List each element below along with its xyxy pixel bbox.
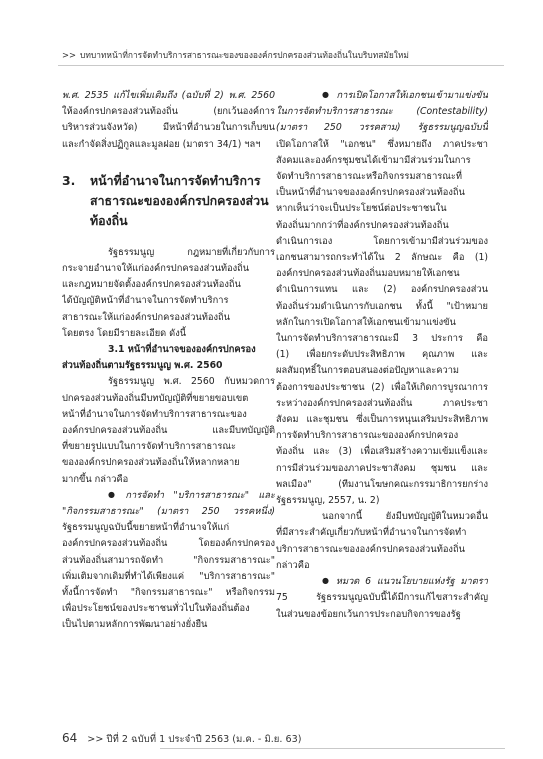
- text-line: ดำเนินการแทน และ (2) องค์กรปกครองส่วน: [276, 284, 488, 296]
- section-heading: [62, 171, 275, 231]
- text-line: เป็นไปตามหลักการพัฒนาอย่างยั่งยืน: [62, 619, 208, 631]
- bullet-line: ● การเปิดโอกาสให้เอกชนเข้ามาแข่งขัน: [276, 88, 488, 104]
- header-arrows: >>: [62, 50, 77, 60]
- text-line: หากเห็นว่าจะเป็นประโยชน์ต่อประชาชนใน: [276, 203, 447, 215]
- subhead-line: 3.1 หน้าที่อำนาจขององค์กรปกครอง: [108, 344, 256, 356]
- text-line: ได้บัญญัติหน้าที่อำนาจในการจัดทำบริการ: [62, 295, 229, 307]
- text-line: เปิดโอกาสให้ "เอกชน" ซึ่งหมายถึง ภาคประชา: [276, 138, 488, 150]
- text-line: พ.ศ. 2535 แก้ไขเพิ่มเติมถึง (ฉบับที่ 2) พ.ศ. 2560: [62, 90, 275, 101]
- text-line: เพิ่มเติมจากเดิมที่ทำได้เพียงแค่ "บริการสาธารณะ": [62, 570, 275, 582]
- text-line: เอกชนสามารถกระทำได้ใน 2 ลักษณะ คือ (1): [276, 252, 488, 264]
- text-line: บริการสาธารณะขององค์กรปกครองส่วนท้องถิ่น: [276, 543, 465, 555]
- bullet-line: ● การจัดทำ "บริการสาธารณะ" และ: [62, 488, 275, 504]
- text-line: 75 รัฐธรรมนูญฉบับนี้ได้มีการแก้ไขสาระสำคัญ: [276, 592, 488, 604]
- footer-issue: ปีที่ 2 ฉบับที่ 1 ประจำปี 2563 (ม.ค. - มิ.ย. 63): [106, 734, 302, 745]
- bullet-line: ● หมวด 6 แนวนโยบายแห่งรัฐ มาตรา: [276, 574, 488, 590]
- text-line: ท้องถิ่น และ (3) เพื่อเสริมสร้างความเข้มแข็งและ: [276, 446, 488, 458]
- text-line: พลเมือง" (ทีมงานโฆษกคณะกรรมาธิการยกร่าง: [276, 478, 488, 490]
- text-line: จัดทำบริการสาธารณะหรือกิจกรรมสาธารณะที่: [276, 171, 463, 183]
- text-line: ที่ขยายรูปแบบในการจัดทำบริการสาธารณะ: [62, 441, 236, 453]
- footer-arrows: >>: [87, 734, 104, 745]
- heading-line: สาธารณะขององค์กรปกครองส่วน: [90, 192, 269, 208]
- text-line: ผลสัมฤทธิ์ในการตอบสนองต่อปัญหาและความ: [276, 365, 460, 377]
- subsection-heading: [62, 342, 275, 374]
- header-rule: [58, 65, 504, 66]
- text-line: รัฐธรรมนูญ กฎหมายที่เกี่ยวกับการ: [108, 246, 275, 258]
- text-line: องค์กรปกครองส่วนท้องถิ่น และมีบทบัญญัติ: [62, 425, 275, 437]
- text-line: รัฐธรรมนูญ, 2557, น. 2): [276, 495, 380, 507]
- text-line: สาธารณะให้แก่องค์กรปกครองส่วนท้องถิ่น: [62, 311, 231, 323]
- text-line: ในการจัดทำบริการสาธารณะมี 3 ประการ คือ: [276, 333, 488, 345]
- heading-line: ท้องถิ่น: [90, 212, 128, 228]
- text-line: ในการจัดทำบริการสาธารณะ (Contestability): [276, 106, 488, 118]
- text-line: และกฎหมายจัดตั้งองค์กรปกครองส่วนท้องถิ่น: [62, 279, 241, 291]
- heading-line: 3. หน้าที่อำนาจในการจัดทำบริการ: [62, 171, 275, 191]
- paragraph-constitution: [62, 374, 275, 487]
- heading-number: 3.: [62, 172, 76, 188]
- text-line: โดยตรง โดยมีรายละเอียด ดังนี้: [62, 327, 187, 339]
- text-line: นอกจากนี้ ยังมีบทบัญญัติในหมวดอื่น: [322, 511, 488, 523]
- text-line: รัฐธรรมนูญฉบับนี้ขยายหน้าที่อำนาจให้แก่: [62, 522, 230, 534]
- text-line: มากขึ้น กล่าวคือ: [62, 473, 129, 485]
- text-line: หลักในการเปิดโอกาสให้เอกชนเข้ามาแข่งขัน: [276, 316, 456, 328]
- text-line: เป็นหน้าที่อำนาจขององค์กรปกครองส่วนท้องถิ่น: [276, 187, 465, 199]
- text-line: ทั้งนี้การจัดทำ "กิจกรรมสาธารณะ" หรือกิจกรรม: [62, 587, 275, 599]
- text-line: เพื่อประโยชน์ของประชาชนทั่วไปในท้องถิ่นต้อง: [62, 603, 250, 615]
- text-line: ขององค์กรปกครองส่วนท้องถิ่นให้หลากหลาย: [62, 457, 240, 469]
- text-line: ในส่วนของข้อยกเว้นการประกอบกิจการของรัฐ: [276, 608, 461, 620]
- text-line: กระจายอำนาจให้แก่องค์กรปกครองส่วนท้องถิ่น: [62, 263, 250, 275]
- text-line: ท้องถิ่นมากกว่าที่องค์กรปกครองส่วนท้องถิ่น: [276, 219, 449, 231]
- text-line: "กิจกรรมสาธารณะ" (มาตรา 250 วรรคหนึ่ง): [62, 506, 275, 518]
- left-column: [62, 88, 275, 634]
- text-line: (1) เพื่อยกระดับประสิทธิภาพ คุณภาพ และ: [276, 349, 488, 361]
- text-line: ต้องการของประชาชน (2) เพื่อให้เกิดการบูรณาการ: [276, 381, 488, 393]
- text-line: (มาตรา 250 วรรคสาม) รัฐธรรมนูญฉบับนี้: [276, 122, 488, 134]
- page-footer: [62, 731, 301, 747]
- text-line: สังคมและองค์กรชุมชนได้เข้ามามีส่วนร่วมในการ: [276, 154, 471, 166]
- text-line: องค์กรปกครองส่วนท้องถิ่น โดยองค์กรปกครอง: [62, 538, 275, 550]
- text-line: ให้องค์กรปกครองส่วนท้องถิ่น (ยกเว้นองค์การ: [62, 106, 275, 118]
- text-line: รัฐธรรมนูญ พ.ศ. 2560 กับหมวดการ: [108, 376, 275, 388]
- page-number: 64: [62, 731, 78, 745]
- text-line: บริหารส่วนจังหวัด) มีหน้าที่อำนวยในการเก็บขน: [62, 122, 275, 134]
- text-line: ส่วนท้องถิ่นสามารถจัดทำ "กิจกรรมสาธารณะ": [62, 554, 275, 566]
- bullet-public-activities: [62, 488, 275, 634]
- bullet-contestability: [276, 88, 488, 509]
- text-line: สังคม และชุมชน ซึ่งเป็นการหนุนเสริมประสิทธิภาพ: [276, 414, 488, 426]
- text-line: ปกครองส่วนท้องถิ่นมีบทบัญญัติที่ขยายขอบเขต: [62, 392, 249, 404]
- text-line: กล่าวคือ: [276, 559, 310, 571]
- text-line: ที่มีสาระสำคัญเกี่ยวกับหน้าที่อำนาจในการจัดทำ: [276, 527, 467, 539]
- text-line: ระหว่างองค์กรปกครองส่วนท้องถิ่น ภาคประชา: [276, 397, 488, 409]
- text-line: ท้องถิ่นร่วมดำเนินการกับเอกชน ทั้งนี้ "เป้าหมาย: [276, 300, 488, 312]
- text-line: หน้าที่อำนาจในการจัดทำบริการสาธารณะของ: [62, 408, 247, 420]
- paragraph-intro: [62, 245, 275, 342]
- paragraph-continued: [62, 88, 275, 153]
- text-line: การมีส่วนร่วมของภาคประชาสังคม ชุมชน และ: [276, 462, 488, 474]
- text-line: การจัดทำบริการสาธารณะขององค์กรปกครอง: [276, 430, 459, 442]
- header-title: บทบาทหน้าที่การจัดทำบริการสาธารณะของขององค์กรปกครองส่วนท้องถิ่นในบริบทสมัยใหม่: [80, 50, 409, 60]
- text-line: และกำจัดสิ่งปฏิกูลและมูลฝอย (มาตรา 34/1) ฯลฯ: [62, 138, 261, 150]
- paragraph-other-chapters: [276, 509, 488, 574]
- footer-rule: [160, 748, 505, 749]
- subhead-line: ส่วนท้องถิ่นตามรัฐธรรมนูญ พ.ศ. 2560: [62, 360, 223, 372]
- running-header: [62, 48, 502, 62]
- right-column: [276, 88, 488, 623]
- bullet-state-policy: [276, 574, 488, 623]
- text-line: ดำเนินการเอง โดยการเข้ามามีส่วนร่วมของ: [276, 235, 488, 247]
- text-line: องค์กรปกครองส่วนท้องถิ่นมอบหมายให้เอกชน: [276, 268, 460, 280]
